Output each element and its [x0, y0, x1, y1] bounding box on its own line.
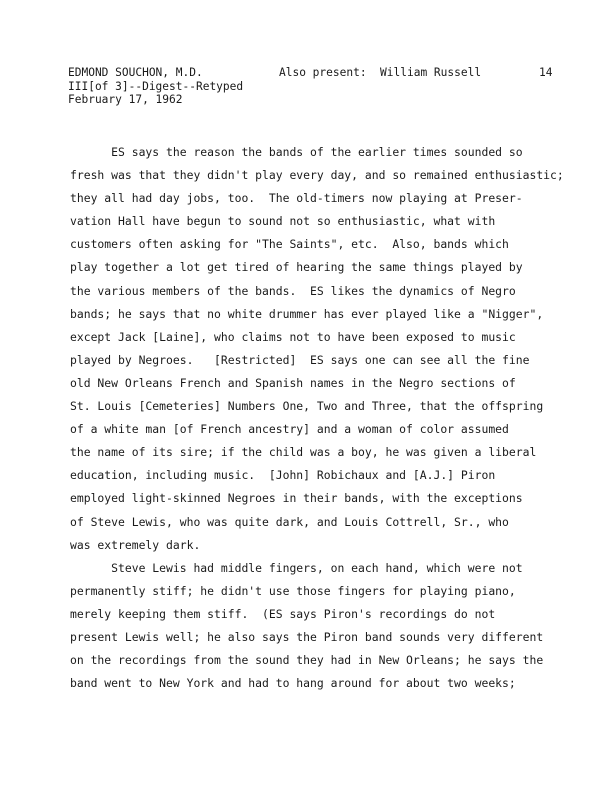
- body-line: merely keeping them stiff. (ES says Piron's recordings do not: [70, 606, 496, 621]
- body-line: the name of its sire; if the child was a boy, he was given a liberal: [70, 445, 537, 460]
- body-line: employed light-skinned Negroes in their bands, with the exceptions: [70, 491, 523, 506]
- body-line: customers often asking for "The Saints", etc. Also, bands which: [70, 237, 509, 252]
- body-line: bands; he says that no white drummer has ever played like a "Nigger",: [70, 306, 544, 321]
- page-number: 14: [539, 66, 553, 79]
- body-line: fresh was that they didn't play every day, and so remained enthusiastic;: [70, 168, 564, 183]
- header-reel-info: III[of 3]--Digest--Retyped: [68, 79, 244, 93]
- body-line: of a white man [of French ancestry] and a woman of color assumed: [70, 422, 509, 437]
- body-line: on the recordings from the sound they had in New Orleans; he says the: [70, 653, 544, 668]
- body-line: permanently stiff; he didn't use those fingers for playing piano,: [70, 583, 516, 598]
- body-text: [70, 141, 600, 695]
- body-line: the various members of the bands. ES likes the dynamics of Negro: [70, 283, 516, 298]
- header-also-present: Also present: William Russell: [279, 66, 482, 79]
- body-line: they all had day jobs, too. The old-timers now playing at Preser-: [70, 191, 523, 206]
- body-line: band went to New York and had to hang around for about two weeks;: [70, 676, 516, 691]
- body-line: play together a lot get tired of hearing the same things played by: [70, 260, 523, 275]
- body-line: except Jack [Laine], who claims not to have been exposed to music: [70, 329, 516, 344]
- header-author: EDMOND SOUCHON, M.D.: [68, 66, 203, 79]
- body-line: vation Hall have begun to sound not so enthusiastic, what with: [70, 214, 496, 229]
- body-line: St. Louis [Cemeteries] Numbers One, Two and Three, that the offspring: [70, 399, 544, 414]
- body-line: was extremely dark.: [70, 537, 201, 552]
- body-line: Steve Lewis had middle fingers, on each hand, which were not: [70, 560, 523, 575]
- body-line: education, including music. [John] Robichaux and [A.J.] Piron: [70, 468, 496, 483]
- header-date: February 17, 1962: [68, 93, 183, 107]
- body-line: of Steve Lewis, who was quite dark, and Louis Cottrell, Sr., who: [70, 514, 509, 529]
- body-line: ES says the reason the bands of the earlier times sounded so: [70, 145, 523, 159]
- document-header: [68, 66, 243, 107]
- body-line: old New Orleans French and Spanish names in the Negro sections of: [70, 375, 516, 390]
- body-line: present Lewis well; he also says the Piron band sounds very different: [70, 629, 544, 644]
- body-line: played by Negroes. [Restricted] ES says one can see all the fine: [70, 352, 530, 367]
